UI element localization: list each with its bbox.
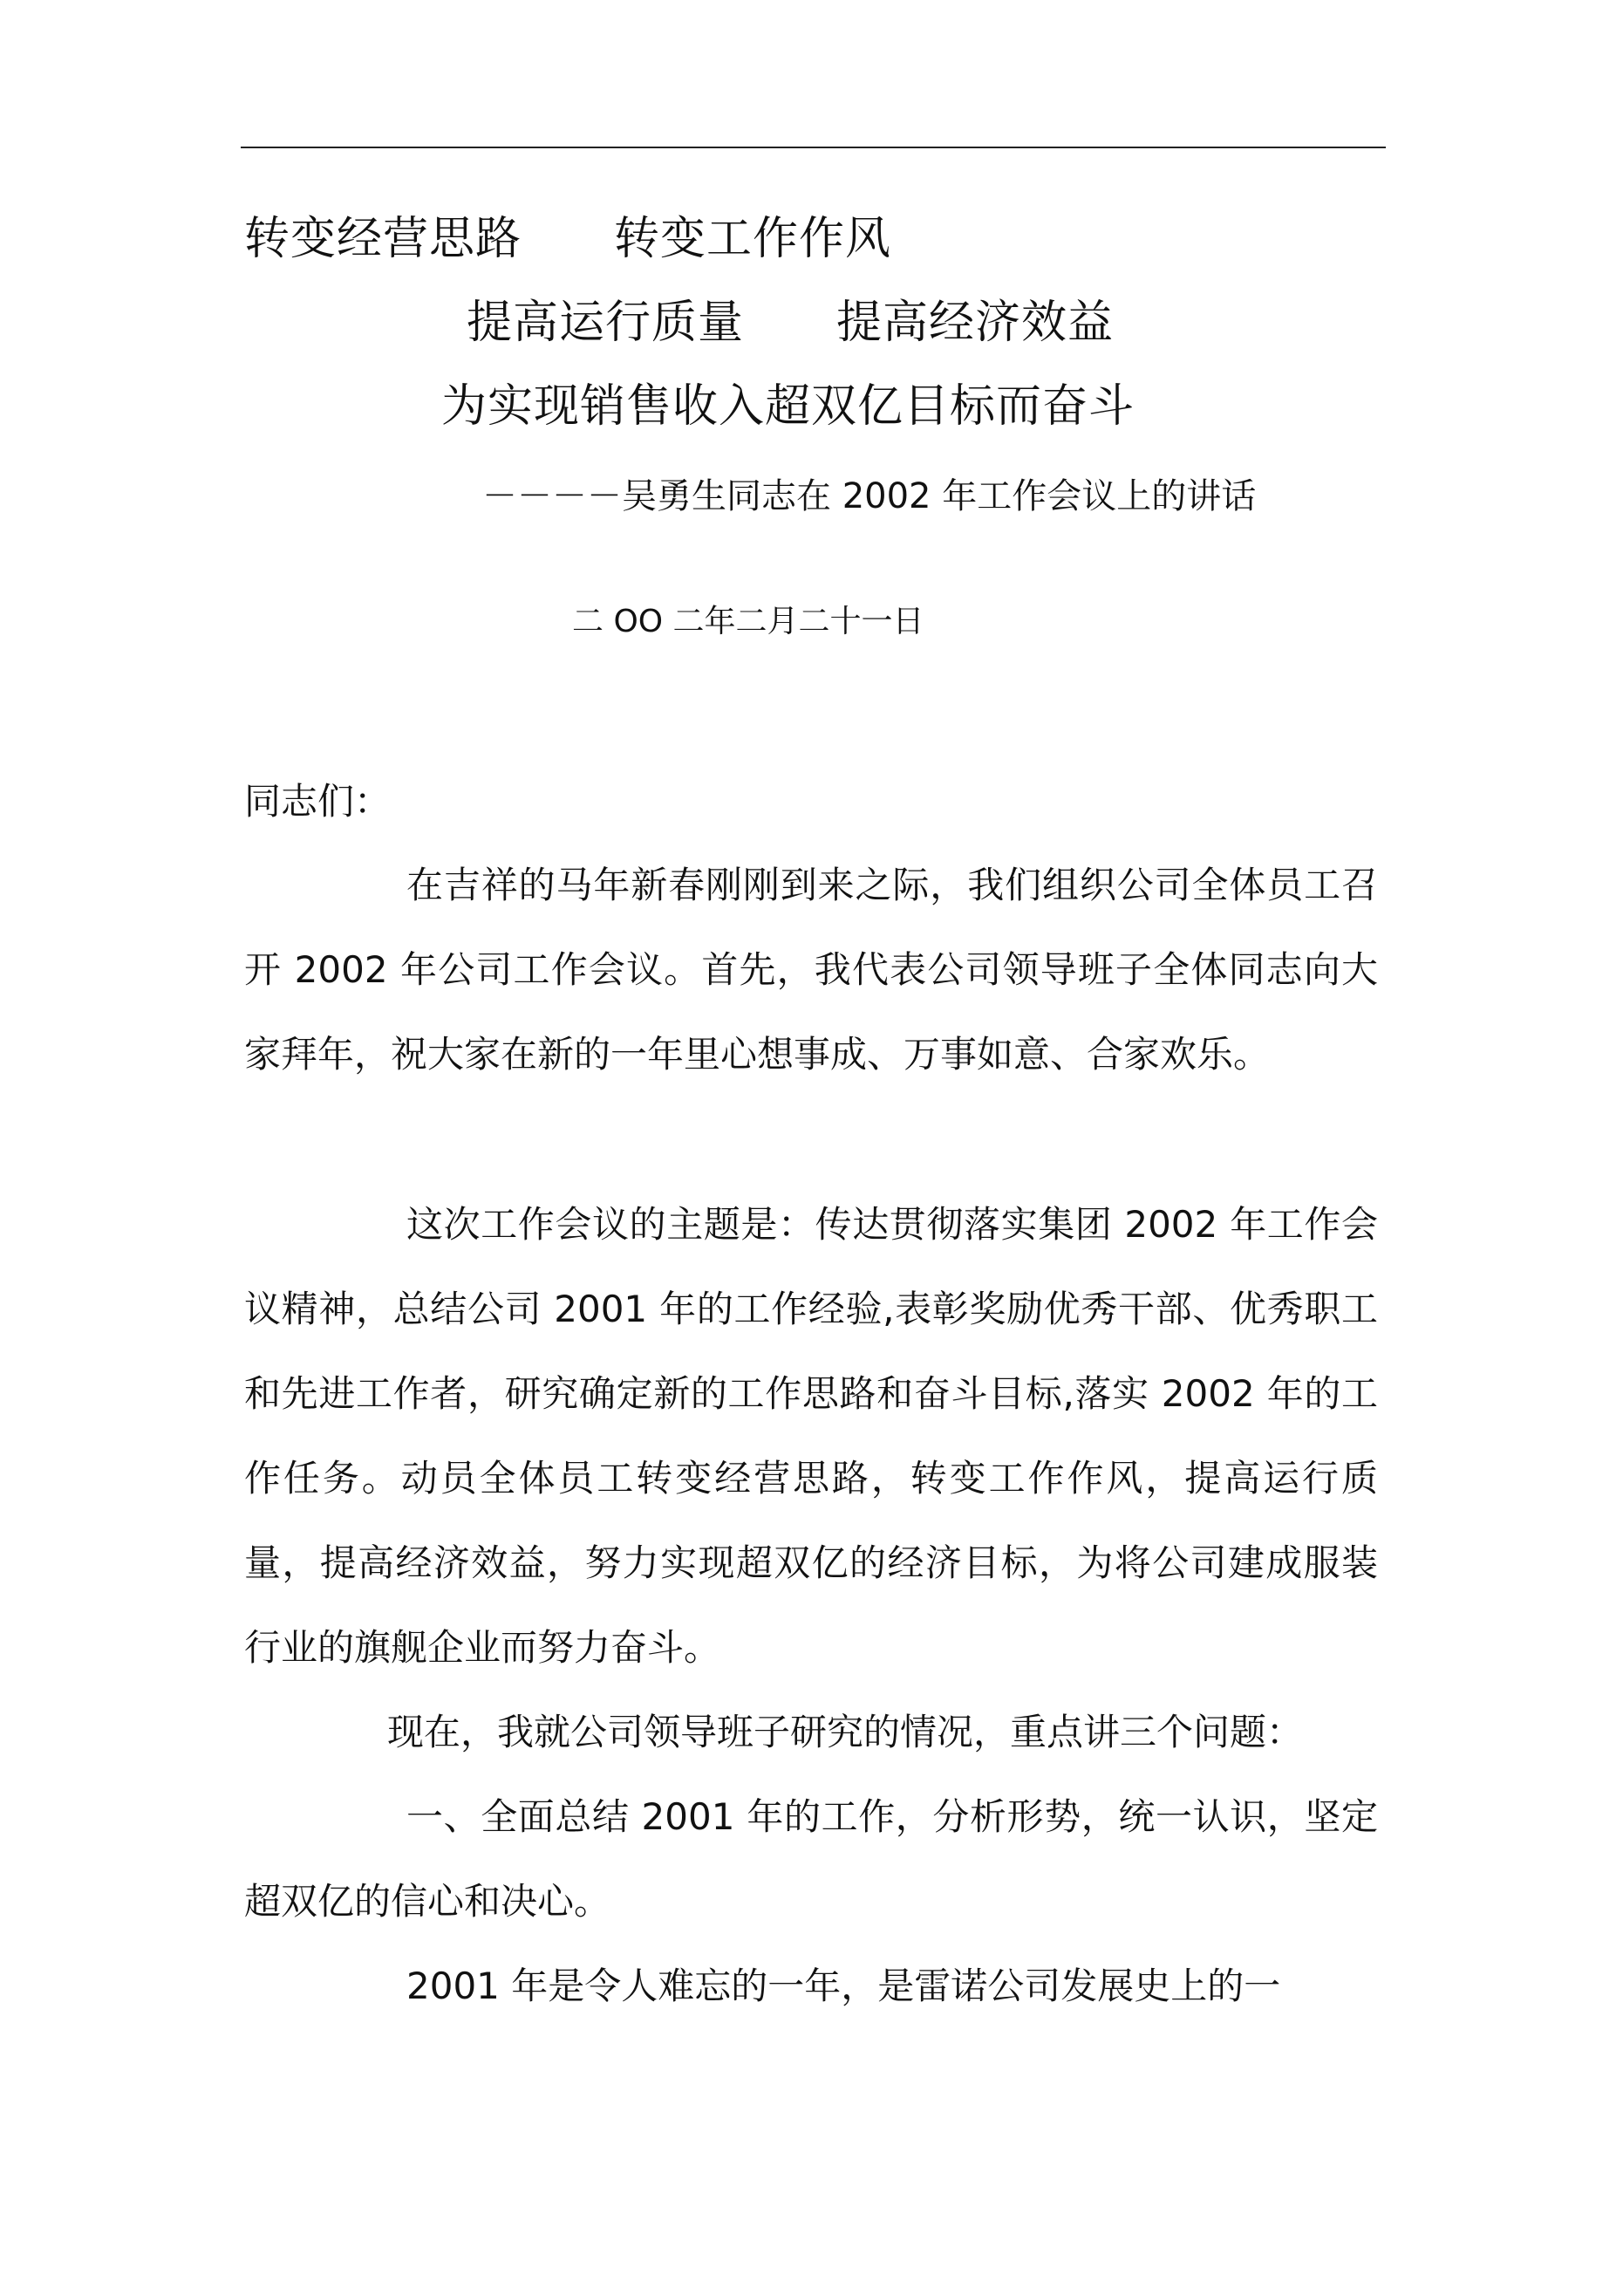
subtitle: －－－－吴勇生同志在 2002 年工作会议上的讲话 [482, 476, 1257, 516]
speech-date: 二 OO 二年二月二十一日 [572, 604, 924, 639]
title-line-1: 转变经营思路 转变工作作风 [244, 213, 892, 265]
title-line-2: 提高运行质量 提高经济效益 [467, 297, 1115, 349]
salutation: 同志们： [244, 780, 392, 823]
paragraph: 现在，我就公司领导班子研究的情况，重点讲三个问题： [387, 1711, 1304, 1753]
paragraph: 2001 年是令人难忘的一年，是雷诺公司发展史上的一 [406, 1965, 1281, 2007]
paragraph: 这次工作会议的主题是：传达贯彻落实集团 2002 年工作会议精神，总结公司 2001 年的工作经验,表彰奖励优秀干部、优秀职工和先进工作者，研究确定新的工作思路和奋斗目标,落实 2002 年的工作任务。动员全体员工转变经营思路，转变工作作风，提高运行质量，提高经济效益，努力实现超双亿的经济目标，为将公司建成服装行业的旗舰企业而努力奋斗。 [244, 1203, 1378, 1669]
header-rule [241, 147, 1386, 148]
title-line-3: 为实现销售收入超双亿目标而奋斗 [441, 380, 1135, 433]
paragraph: 在吉祥的马年新春刚刚到来之际，我们组织公司全体员工召开 2002 年公司工作会议。首先，我代表公司领导班子全体同志向大家拜年，祝大家在新的一年里心想事成、万事如意、合家欢乐。 [244, 864, 1378, 1076]
section-heading: 一、全面总结 2001 年的工作，分析形势，统一认识，坚定超双亿的信心和决心。 [244, 1795, 1378, 1923]
